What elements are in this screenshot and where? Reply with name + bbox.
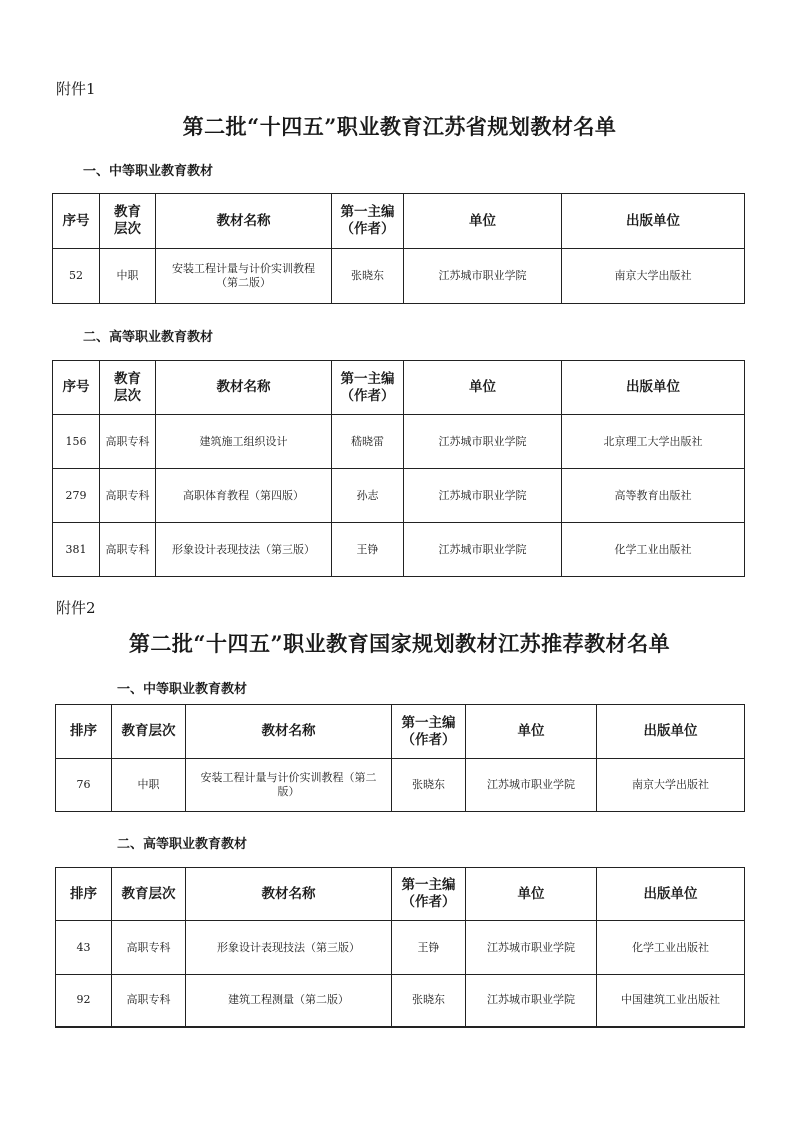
education-level: 高职专科 bbox=[112, 921, 186, 975]
header-cell: 教材名称 bbox=[156, 361, 332, 415]
publisher: 南京大学出版社 bbox=[597, 759, 745, 812]
table-header-row bbox=[56, 705, 745, 759]
table-row bbox=[53, 469, 745, 523]
textbook-title: 形象设计表现技法（第三版） bbox=[156, 523, 332, 577]
header-cell: 出版单位 bbox=[562, 194, 745, 249]
textbook-table bbox=[52, 360, 745, 577]
header-cell: 出版单位 bbox=[597, 705, 745, 759]
institution: 江苏城市职业学院 bbox=[404, 249, 562, 304]
education-level: 中职 bbox=[100, 249, 156, 304]
header-cell: 教育层次 bbox=[112, 705, 186, 759]
table-header-row bbox=[53, 361, 745, 415]
publisher: 化学工业出版社 bbox=[562, 523, 745, 577]
textbook-title: 建筑工程测量（第二版） bbox=[186, 975, 392, 1027]
row-number: 76 bbox=[56, 759, 112, 812]
annex-label: 附件2 bbox=[56, 599, 96, 617]
institution: 江苏城市职业学院 bbox=[466, 975, 597, 1027]
textbook-title: 安装工程计量与计价实训教程（第二 版） bbox=[186, 759, 392, 812]
textbook-table bbox=[55, 867, 745, 1028]
header-cell: 教材名称 bbox=[186, 705, 392, 759]
header-cell: 序号 bbox=[53, 194, 100, 249]
header-cell: 单位 bbox=[466, 868, 597, 921]
chief-editor: 王铮 bbox=[392, 921, 466, 975]
textbook-table bbox=[52, 193, 745, 304]
annex-label: 附件1 bbox=[56, 80, 96, 98]
header-cell: 序号 bbox=[53, 361, 100, 415]
header-cell: 出版单位 bbox=[562, 361, 745, 415]
textbook-table bbox=[55, 704, 745, 812]
education-level: 高职专科 bbox=[100, 523, 156, 577]
header-cell: 第一主编 （作者） bbox=[332, 194, 404, 249]
education-level: 高职专科 bbox=[100, 469, 156, 523]
header-cell: 教育 层次 bbox=[100, 361, 156, 415]
publisher: 高等教育出版社 bbox=[562, 469, 745, 523]
institution: 江苏城市职业学院 bbox=[404, 469, 562, 523]
chief-editor: 张晓东 bbox=[332, 249, 404, 304]
header-cell: 单位 bbox=[466, 705, 597, 759]
header-cell: 第一主编 （作者） bbox=[392, 868, 466, 921]
document-title: 第二批“十四五”职业教育国家规划教材江苏推荐教材名单 bbox=[128, 631, 671, 656]
row-number: 156 bbox=[53, 415, 100, 469]
textbook-title: 形象设计表现技法（第三版） bbox=[186, 921, 392, 975]
section-heading: 二、高等职业教育教材 bbox=[83, 330, 214, 345]
institution: 江苏城市职业学院 bbox=[466, 921, 597, 975]
section-heading: 二、高等职业教育教材 bbox=[117, 837, 248, 852]
row-number: 92 bbox=[56, 975, 112, 1027]
header-cell: 教材名称 bbox=[186, 868, 392, 921]
publisher: 南京大学出版社 bbox=[562, 249, 745, 304]
textbook-title: 安装工程计量与计价实训教程 （第二版） bbox=[156, 249, 332, 304]
table-row bbox=[53, 249, 745, 304]
chief-editor: 张晓东 bbox=[392, 759, 466, 812]
header-cell: 教材名称 bbox=[156, 194, 332, 249]
table-row bbox=[56, 759, 745, 812]
header-cell: 第一主编 （作者） bbox=[392, 705, 466, 759]
chief-editor: 嵇晓雷 bbox=[332, 415, 404, 469]
table-row bbox=[53, 415, 745, 469]
row-number: 43 bbox=[56, 921, 112, 975]
header-cell: 第一主编 （作者） bbox=[332, 361, 404, 415]
publisher: 化学工业出版社 bbox=[597, 921, 745, 975]
table-header-row bbox=[53, 194, 745, 249]
header-cell: 单位 bbox=[404, 194, 562, 249]
row-number: 279 bbox=[53, 469, 100, 523]
document-title: 第二批“十四五”职业教育江苏省规划教材名单 bbox=[182, 114, 617, 139]
section-heading: 一、中等职业教育教材 bbox=[83, 164, 214, 179]
publisher: 中国建筑工业出版社 bbox=[597, 975, 745, 1027]
institution: 江苏城市职业学院 bbox=[404, 415, 562, 469]
header-cell: 出版单位 bbox=[597, 868, 745, 921]
education-level: 中职 bbox=[112, 759, 186, 812]
header-cell: 单位 bbox=[404, 361, 562, 415]
header-cell: 教育层次 bbox=[112, 868, 186, 921]
chief-editor: 王铮 bbox=[332, 523, 404, 577]
row-number: 381 bbox=[53, 523, 100, 577]
education-level: 高职专科 bbox=[112, 975, 186, 1027]
chief-editor: 张晓东 bbox=[392, 975, 466, 1027]
textbook-title: 建筑施工组织设计 bbox=[156, 415, 332, 469]
chief-editor: 孙志 bbox=[332, 469, 404, 523]
institution: 江苏城市职业学院 bbox=[466, 759, 597, 812]
table-row bbox=[53, 523, 745, 577]
publisher: 北京理工大学出版社 bbox=[562, 415, 745, 469]
section-heading: 一、中等职业教育教材 bbox=[117, 682, 248, 697]
table-row bbox=[56, 921, 745, 975]
education-level: 高职专科 bbox=[100, 415, 156, 469]
institution: 江苏城市职业学院 bbox=[404, 523, 562, 577]
table-header-row bbox=[56, 868, 745, 921]
header-cell: 排序 bbox=[56, 868, 112, 921]
textbook-title: 高职体育教程（第四版） bbox=[156, 469, 332, 523]
header-cell: 教育 层次 bbox=[100, 194, 156, 249]
table-row bbox=[56, 975, 745, 1027]
header-cell: 排序 bbox=[56, 705, 112, 759]
row-number: 52 bbox=[53, 249, 100, 304]
